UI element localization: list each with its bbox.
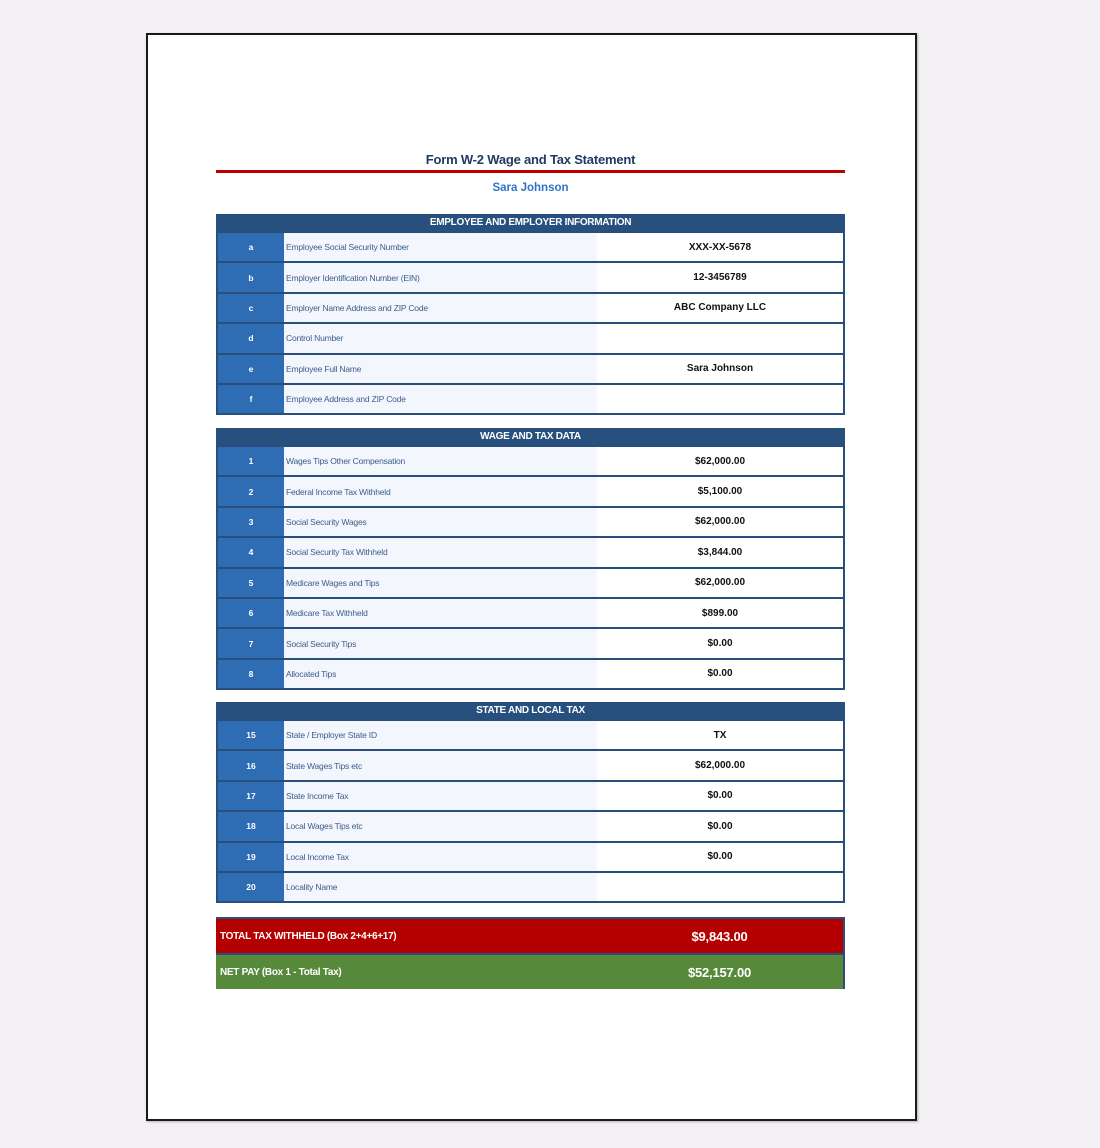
- box-code: 17: [218, 782, 284, 810]
- field-value[interactable]: $0.00: [597, 782, 843, 810]
- form-title: Form W-2 Wage and Tax Statement: [425, 152, 636, 167]
- box-code: 5: [218, 569, 284, 597]
- table-row: [218, 719, 843, 749]
- table-row: [218, 445, 843, 475]
- field-value[interactable]: $62,000.00: [597, 447, 843, 475]
- box-code: 2: [218, 477, 284, 505]
- field-value[interactable]: $62,000.00: [597, 508, 843, 536]
- total-tax-label: TOTAL TAX WITHHELD (Box 2+4+6+17): [220, 930, 397, 942]
- field-value[interactable]: $5,100.00: [597, 477, 843, 505]
- document-page: [146, 33, 917, 1121]
- field-label: Wages Tips Other Compensation: [284, 447, 597, 475]
- box-code: f: [218, 385, 284, 413]
- box-code: a: [218, 233, 284, 261]
- table-row: [218, 597, 843, 627]
- field-value[interactable]: TX: [597, 721, 843, 749]
- section-state-local-tax: [216, 702, 845, 903]
- field-label: Medicare Wages and Tips: [284, 569, 597, 597]
- table-row: [218, 383, 843, 413]
- field-value[interactable]: $0.00: [597, 843, 843, 871]
- field-label: Local Income Tax: [284, 843, 597, 871]
- net-pay-label: NET PAY (Box 1 - Total Tax): [220, 966, 342, 978]
- box-code: 3: [218, 508, 284, 536]
- table-row: [218, 658, 843, 688]
- field-value[interactable]: [597, 873, 843, 901]
- field-value[interactable]: ABC Company LLC: [597, 294, 843, 322]
- field-label: Social Security Wages: [284, 508, 597, 536]
- field-value[interactable]: XXX-XX-5678: [597, 233, 843, 261]
- field-label: Control Number: [284, 324, 597, 352]
- field-label: Employee Social Security Number: [284, 233, 597, 261]
- table-row: [218, 506, 843, 536]
- field-label: Locality Name: [284, 873, 597, 901]
- field-label: Employee Full Name: [284, 355, 597, 383]
- table-row: [218, 536, 843, 566]
- section-wage-tax-data: [216, 428, 845, 690]
- field-label: Social Security Tax Withheld: [284, 538, 597, 566]
- table-row: [218, 841, 843, 871]
- box-code: 18: [218, 812, 284, 840]
- field-label: Social Security Tips: [284, 629, 597, 657]
- table-row: [218, 353, 843, 383]
- box-code: 20: [218, 873, 284, 901]
- table-row: [218, 261, 843, 291]
- field-value[interactable]: $0.00: [597, 812, 843, 840]
- box-code: d: [218, 324, 284, 352]
- table-row: [218, 749, 843, 779]
- field-label: Local Wages Tips etc: [284, 812, 597, 840]
- field-value[interactable]: $0.00: [597, 660, 843, 688]
- summary-block: [216, 917, 845, 989]
- box-code: b: [218, 263, 284, 291]
- box-code: 8: [218, 660, 284, 688]
- field-value[interactable]: [597, 324, 843, 352]
- net-pay-value: $52,157.00: [687, 964, 752, 980]
- section-header: WAGE AND TAX DATA: [216, 428, 845, 445]
- net-pay-row: [216, 955, 843, 989]
- field-label: State / Employer State ID: [284, 721, 597, 749]
- field-value[interactable]: Sara Johnson: [597, 355, 843, 383]
- table-row: [218, 871, 843, 901]
- field-label: State Income Tax: [284, 782, 597, 810]
- table-row: [218, 627, 843, 657]
- total-tax-row: [216, 919, 843, 955]
- field-value[interactable]: $0.00: [597, 629, 843, 657]
- table-row: [218, 810, 843, 840]
- box-code: 6: [218, 599, 284, 627]
- field-label: Employee Address and ZIP Code: [284, 385, 597, 413]
- section-header: STATE AND LOCAL TAX: [216, 702, 845, 719]
- box-code: e: [218, 355, 284, 383]
- table-row: [218, 292, 843, 322]
- field-value[interactable]: $62,000.00: [597, 751, 843, 779]
- section-employee-employer-info: [216, 214, 845, 415]
- box-code: 4: [218, 538, 284, 566]
- table-row: [218, 780, 843, 810]
- total-tax-value: $9,843.00: [691, 928, 748, 944]
- box-code: 1: [218, 447, 284, 475]
- field-value[interactable]: $62,000.00: [597, 569, 843, 597]
- field-value[interactable]: $899.00: [597, 599, 843, 627]
- box-code: 7: [218, 629, 284, 657]
- field-label: Employer Name Address and ZIP Code: [284, 294, 597, 322]
- field-value[interactable]: 12-3456789: [597, 263, 843, 291]
- box-code: 16: [218, 751, 284, 779]
- table-row: [218, 231, 843, 261]
- field-label: Employer Identification Number (EIN): [284, 263, 597, 291]
- field-label: Federal Income Tax Withheld: [284, 477, 597, 505]
- section-header: EMPLOYEE AND EMPLOYER INFORMATION: [216, 214, 845, 231]
- field-value[interactable]: [597, 385, 843, 413]
- table-row: [218, 322, 843, 352]
- box-code: c: [218, 294, 284, 322]
- box-code: 15: [218, 721, 284, 749]
- employee-name-heading: Sara Johnson: [492, 182, 569, 194]
- field-label: Allocated Tips: [284, 660, 597, 688]
- field-value[interactable]: $3,844.00: [597, 538, 843, 566]
- field-label: Medicare Tax Withheld: [284, 599, 597, 627]
- field-label: State Wages Tips etc: [284, 751, 597, 779]
- box-code: 19: [218, 843, 284, 871]
- title-divider: [216, 170, 845, 173]
- table-row: [218, 475, 843, 505]
- table-row: [218, 567, 843, 597]
